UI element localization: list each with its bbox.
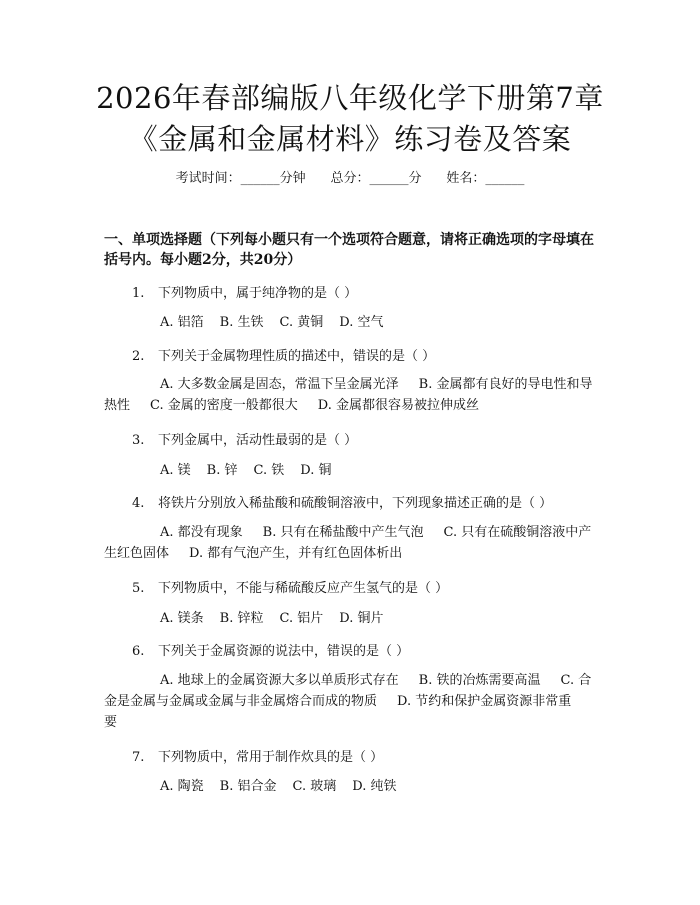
option-b: B. 锌粒 xyxy=(219,611,264,626)
question-text: 下列物质中，常用于制作炊具的是（ ） xyxy=(158,750,384,765)
time-label: 考试时间： xyxy=(175,171,241,186)
name-blank: ______ xyxy=(485,171,525,186)
option-d: D. 铜片 xyxy=(339,611,384,626)
option-c: C. 黄铜 xyxy=(279,315,324,330)
question-3-options xyxy=(160,460,347,481)
option-b: B. 金属都有良好的导电性和导热性 xyxy=(104,377,593,413)
option-d: D. 都有气泡产生，并有红色固体析出 xyxy=(189,546,403,561)
question-number: 1. xyxy=(132,286,145,301)
option-c: C. 合金是金属与金属或金属与非金属熔合而成的物质 xyxy=(104,673,592,709)
question-number: 7. xyxy=(132,750,145,765)
question-text: 下列物质中，属于纯净物的是（ ） xyxy=(158,286,358,301)
option-c: C. 铝片 xyxy=(279,611,324,626)
time-blank: ______ xyxy=(240,171,280,186)
question-number: 5. xyxy=(132,581,145,596)
option-b: B. 铝合金 xyxy=(219,779,277,794)
question-3 xyxy=(132,429,357,448)
option-a: A. 都没有现象 xyxy=(160,525,243,540)
option-c: C. 铁 xyxy=(253,463,285,478)
question-text: 下列关于金属物理性质的描述中，错误的是（ ） xyxy=(158,349,436,364)
exam-meta-line xyxy=(0,167,700,186)
option-d: D. 金属都很容易被拉伸成丝 xyxy=(317,398,479,413)
option-d: D. 铜 xyxy=(300,463,332,478)
option-c: C. 只有在硫酸铜溶液中产生红色固体 xyxy=(104,525,592,561)
time-unit: 分钟 xyxy=(279,171,306,186)
option-a: A. 镁条 xyxy=(160,611,204,626)
section-heading: 一、单项选择题（下列每小题只有一个选项符合题意，请将正确选项的字母填在括号内。每小题2分，共20分） xyxy=(104,232,594,268)
score-unit: 分 xyxy=(408,171,422,186)
option-d: D. 节约和保护金属资源非常重要 xyxy=(104,694,572,730)
question-2 xyxy=(132,345,435,364)
option-c: C. 金属的密度一般都很大 xyxy=(150,398,298,413)
question-number: 6. xyxy=(132,644,145,659)
option-b: B. 只有在稀盐酸中产生气泡 xyxy=(262,525,424,540)
exam-title: 2026年春部编版八年级化学下册第7章《金属和金属材料》练习卷及答案 xyxy=(96,81,604,156)
question-number: 3. xyxy=(132,433,145,448)
question-1-options xyxy=(160,312,399,333)
question-6-options xyxy=(104,670,604,733)
option-d: D. 纯铁 xyxy=(352,779,397,794)
score-blank: ______ xyxy=(369,171,409,186)
question-7 xyxy=(132,746,383,765)
question-6 xyxy=(132,640,409,659)
question-number: 2. xyxy=(132,349,145,364)
question-1 xyxy=(132,282,357,301)
question-4-options xyxy=(104,522,604,564)
question-text: 下列物质中，不能与稀硫酸反应产生氢气的是（ ） xyxy=(158,581,449,596)
option-b: B. 锌 xyxy=(206,463,238,478)
question-7-options xyxy=(160,776,412,797)
option-a: A. 大多数金属是固态，常温下呈金属光泽 xyxy=(160,377,399,392)
question-5 xyxy=(132,577,448,596)
option-a: A. 陶瓷 xyxy=(160,779,204,794)
question-4 xyxy=(132,492,552,511)
option-a: A. 铝箔 xyxy=(160,315,204,330)
option-c: C. 玻璃 xyxy=(292,779,337,794)
question-5-options xyxy=(160,608,399,629)
score-label: 总分： xyxy=(330,171,370,186)
question-2-options xyxy=(104,374,604,416)
option-a: A. 地球上的金属资源大多以单质形式存在 xyxy=(160,673,399,688)
option-b: B. 生铁 xyxy=(219,315,264,330)
question-text: 将铁片分别放入稀盐酸和硫酸铜溶液中，下列现象描述正确的是（ ） xyxy=(158,496,553,511)
option-a: A. 镁 xyxy=(160,463,191,478)
question-text: 下列关于金属资源的说法中，错误的是（ ） xyxy=(158,644,410,659)
name-label: 姓名： xyxy=(446,171,486,186)
option-d: D. 空气 xyxy=(339,315,384,330)
question-text: 下列金属中，活动性最弱的是（ ） xyxy=(158,433,358,448)
question-number: 4. xyxy=(132,496,145,511)
option-b: B. 铁的冶炼需要高温 xyxy=(418,673,541,688)
